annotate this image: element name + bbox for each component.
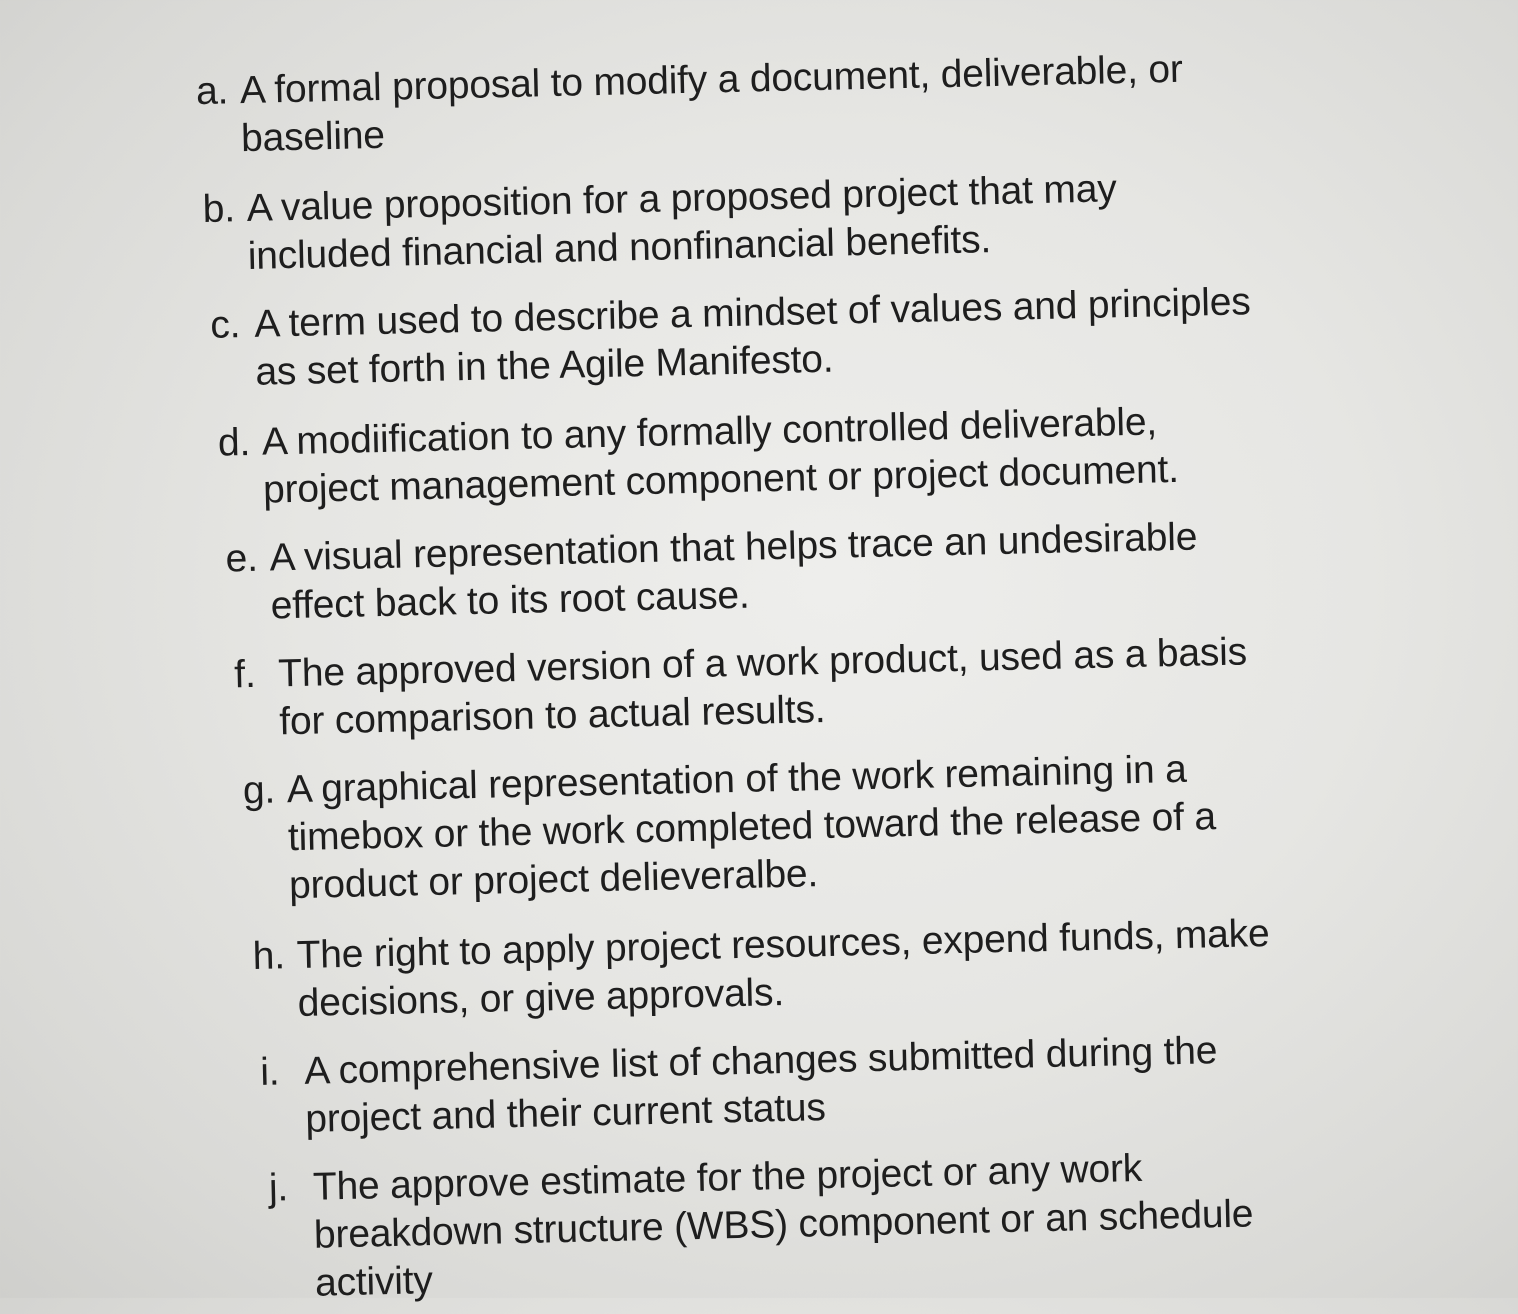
definition-text: A comprehensive list of changes submitted during the project and their current status	[303, 1029, 1218, 1141]
list-marker: c.	[209, 303, 241, 347]
list-marker: j.	[268, 1166, 289, 1210]
definition-text: A graphical representation of the work remaining in a timebox or the work completed toward the release of a product or project delieveralbe.	[286, 747, 1217, 908]
definition-text: A modiification to any formally controlled deliverable, project management component or project document.	[261, 400, 1180, 512]
list-item	[210, 277, 1296, 398]
list-marker: a.	[195, 69, 229, 114]
definition-text: A formal proposal to modify a document, deliverable, or baseline	[239, 47, 1184, 161]
list-item	[242, 745, 1229, 911]
list-item	[202, 164, 1168, 282]
list-item	[234, 628, 1270, 747]
definition-text: A value proposition for a proposed project that may included financial and nonfinancial benefits.	[246, 167, 1117, 278]
definition-text: The approve estimate for the project or any work breakdown structure (WBS) component or an schedule activity	[312, 1146, 1254, 1305]
list-item	[217, 397, 1223, 516]
list-marker: e.	[225, 536, 259, 581]
definition-text: A term used to describe a mindset of values and principles as set forth in the Agile Manifesto.	[253, 280, 1252, 394]
list-marker: f.	[233, 652, 257, 697]
list-marker: g.	[242, 768, 276, 813]
list-item	[196, 44, 1242, 164]
list-item	[252, 910, 1278, 1029]
definition-text: The approved version of a work product, used as a basis for comparison to actual results.	[277, 630, 1248, 744]
definition-text: A visual representation that helps trace an undesirable effect back to its root cause.	[269, 515, 1198, 628]
list-item	[225, 513, 1231, 632]
list-marker: b.	[202, 187, 236, 231]
list-marker: h.	[252, 934, 286, 979]
definition-text: The right to apply project resources, expend funds, make decisions, or give approvals.	[296, 911, 1270, 1026]
list-marker: i.	[259, 1050, 280, 1094]
list-item	[260, 1027, 1226, 1145]
list-marker: d.	[217, 420, 251, 465]
list-item	[268, 1142, 1255, 1308]
